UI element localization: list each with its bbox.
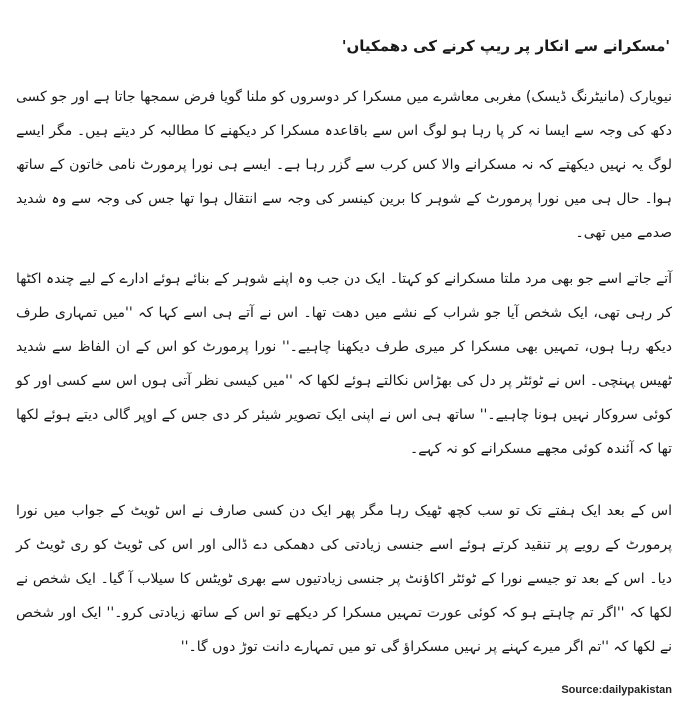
article-paragraph-2: آتے جاتے اسے جو بھی مرد ملتا مسکرانے کو کہتا۔ ایک دن جب وہ اپنے شوہر کے بنائے ہوئے ادارے کے لیے چندہ اکٹھا کر رہی تھی، ایک شخص آیا جو شراب کے نشے میں دھت تھا۔ اس نے آتے ہی اسے کہا کہ ''میں تمہاری طرف دیکھ رہا ہوں، تمہیں بھی مسکرا کر میری طرف دیکھنا چاہیے۔'' نورا پرمورٹ کو اس کے ان الفاظ سے شدید ٹھیس پہنچی۔ اس نے ٹوئٹر پر دل کی بھڑاس نکالتے ہوئے لکھا کہ ''میں کیسی نظر آتی ہوں اس سے کسی اور کو کوئی سروکار نہیں ہونا چاہیے۔'' ساتھ ہی اس نے اپنی ایک تصویر شیئر کر دی جس کے اوپر گالی دیتے ہوئے لکھا تھا کہ آئندہ کوئی مجھے مسکرانے کو نہ کہے۔ — [16, 271, 672, 457]
article-paragraph-1: نیویارک (مانیٹرنگ ڈیسک) مغربی معاشرے میں مسکرا کر دوسروں کو ملنا گویا فرض سمجھا جاتا ہے اور جو کسی دکھ کی وجہ سے ایسا نہ کر پا رہا ہو لوگ اس سے باقاعدہ مسکرا کر دیکھنے کا مطالبہ کر دیتے ہیں۔ مگر ایسے لوگ یہ نہیں دیکھتے کہ نہ مسکرانے والا کس کرب سے گزر رہا ہے۔ ایسے ہی نورا پرمورٹ نامی خاتون کے ساتھ ہوا۔ حال ہی میں نورا پرمورٹ کے شوہر کا برین کینسر کی وجہ سے انتقال ہوا تھا جس کی وجہ سے وہ شدید صدمے میں تھی۔ — [16, 89, 672, 241]
article-paragraph-3: اس کے بعد ایک ہفتے تک تو سب کچھ ٹھیک رہا مگر پھر ایک دن کسی صارف نے اس ٹویٹ کے جواب میں نورا پرمورٹ کے رویے پر تنقید کرتے ہوئے اسے جنسی زیادتی کی دھمکی دے ڈالی اور اس کی ٹویٹ کو ری ٹویٹ کر دیا۔ اس کے بعد تو جیسے نورا کے ٹوئٹر اکاؤنٹ پر جنسی زیادتیوں سے بھری ٹویٹس کا سیلاب آ گیا۔ ایک شخص نے لکھا کہ ''اگر تم چاہتے ہو کہ کوئی عورت تمہیں مسکرا کر دیکھے تو اس کے ساتھ زیادتی کرو۔'' ایک اور شخص نے لکھا کہ ''تم اگر میرے کہنے پر نہیں مسکراؤ گی تو میں تمہارے دانت توڑ دوں گا۔'' — [16, 503, 672, 655]
news-article — [16, 0, 672, 714]
article-title: 'مسکرانے سے انکار پر ریپ کرنے کی دھمکیاں' — [341, 37, 670, 55]
source-credit: Source:dailypakistan — [561, 684, 672, 696]
